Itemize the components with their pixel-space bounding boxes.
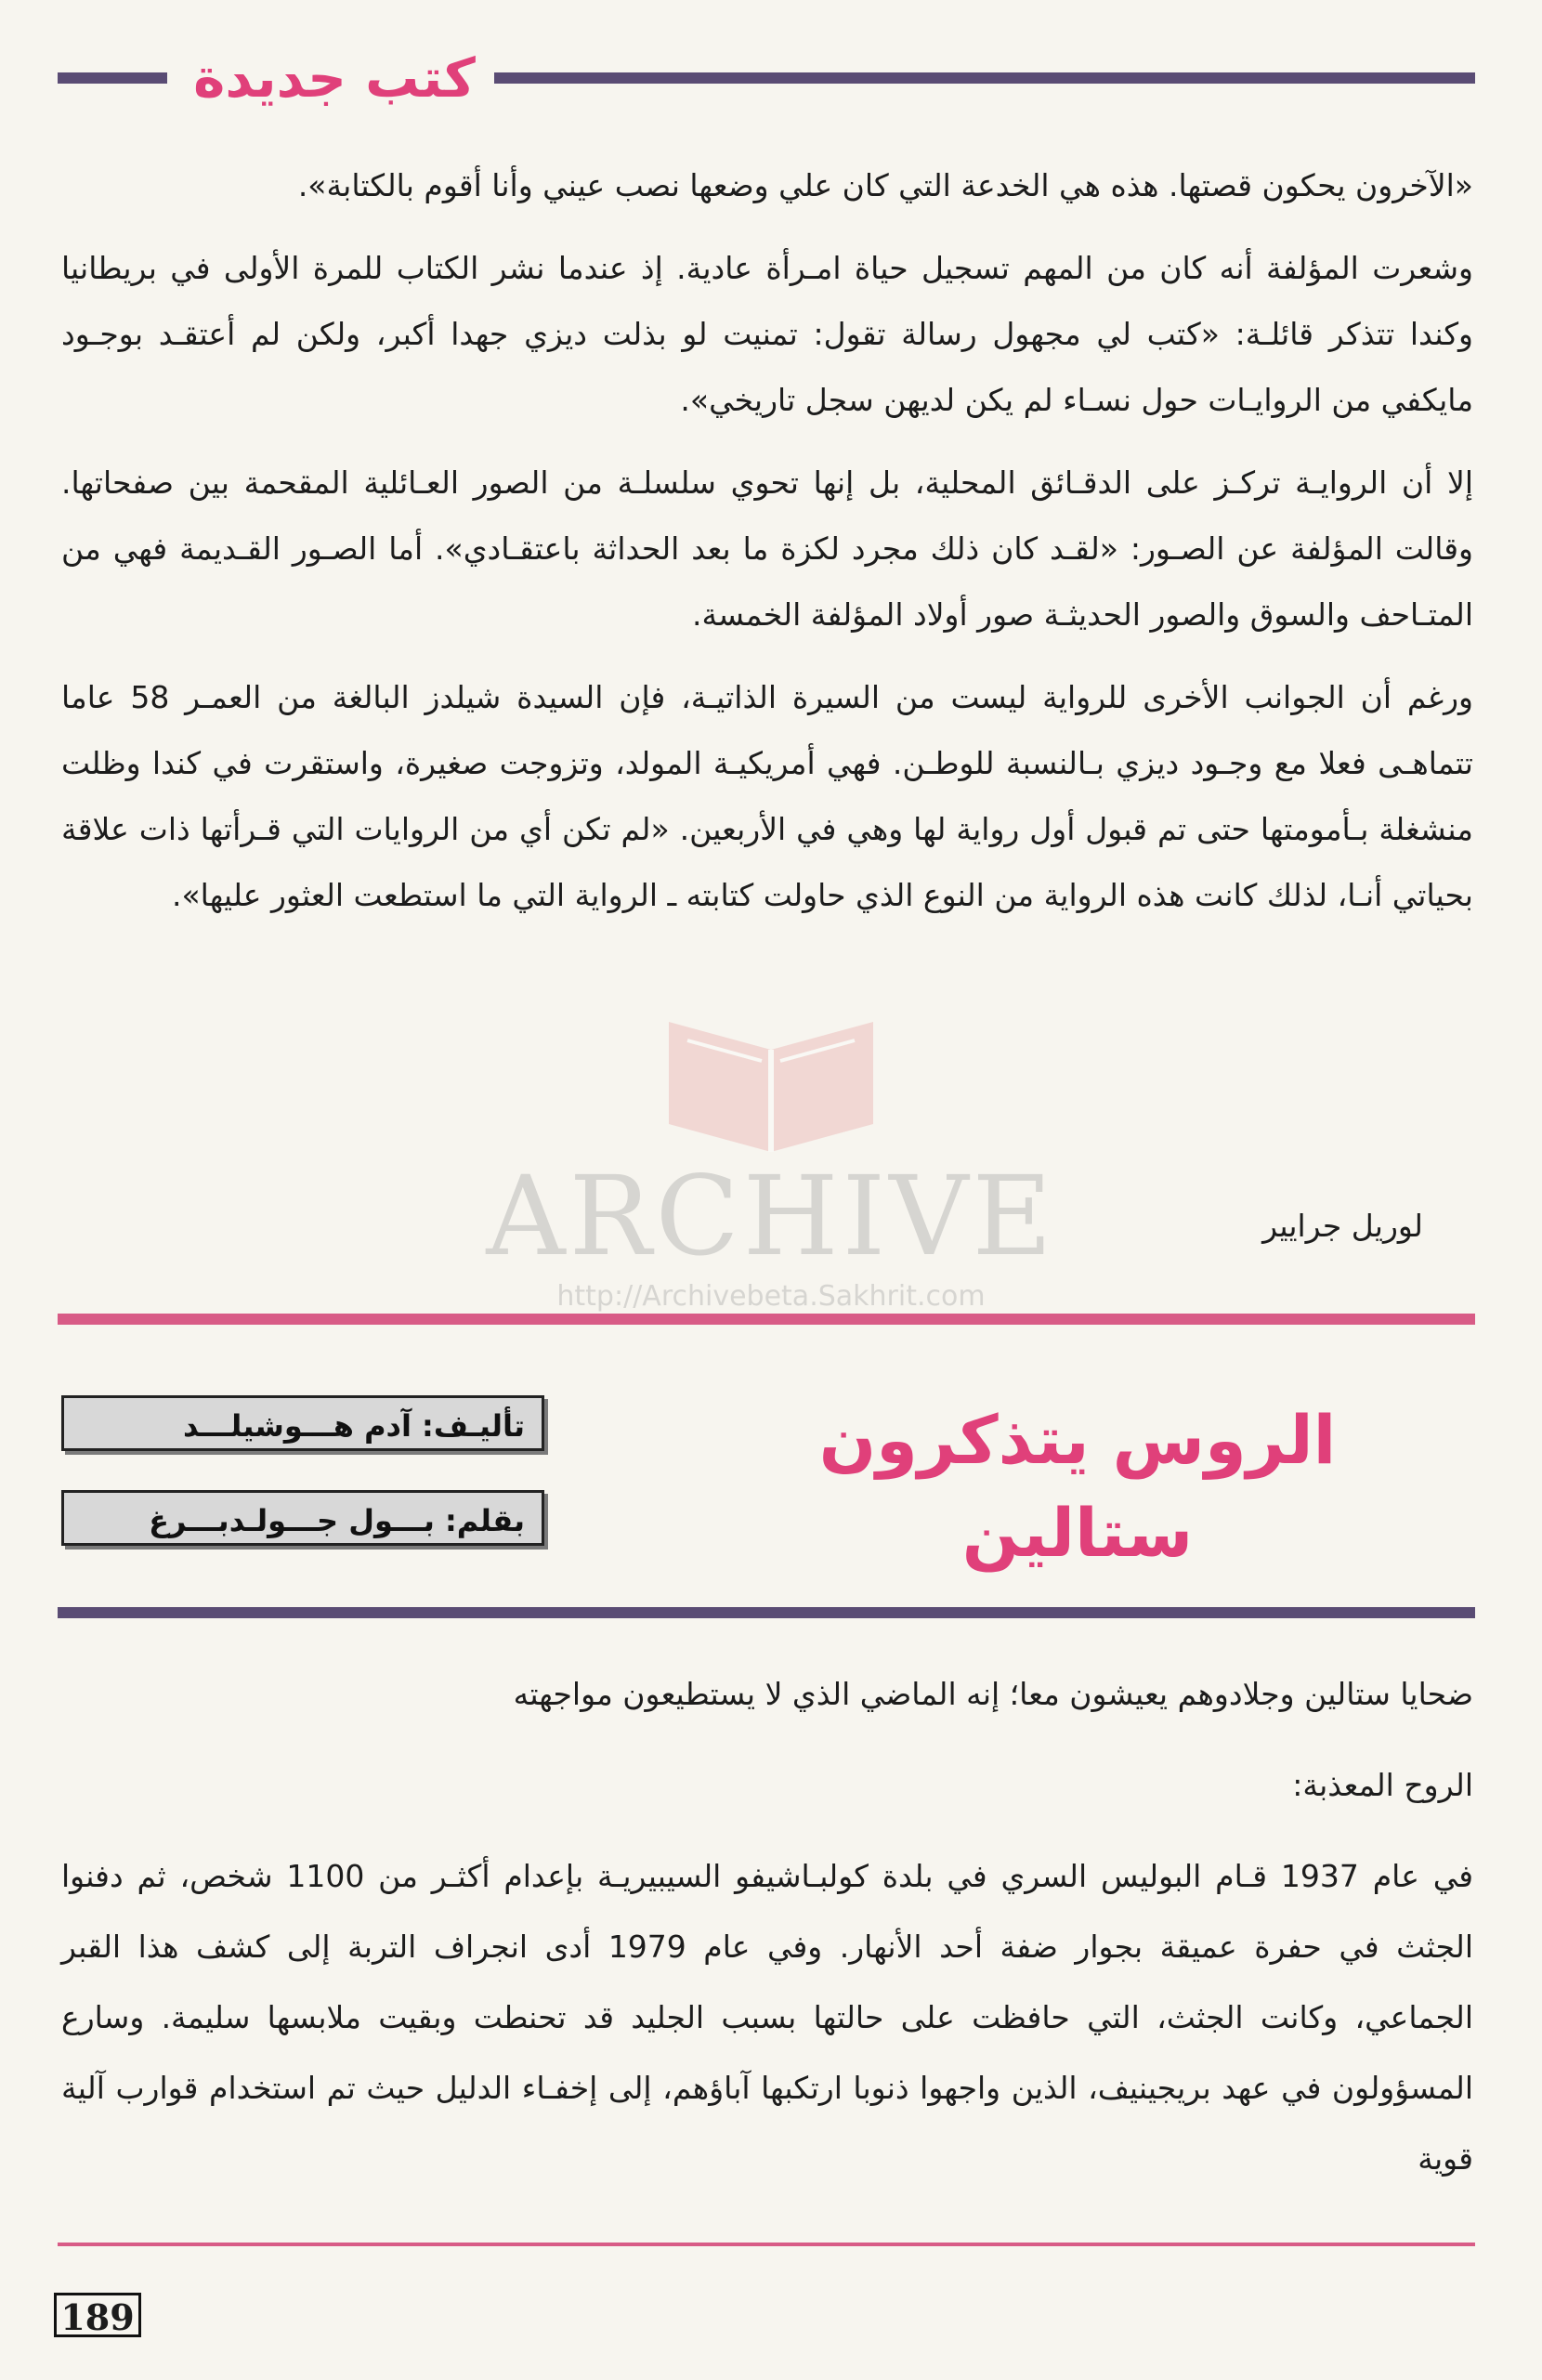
footer-rule [58, 2243, 1475, 2246]
article2-title [817, 1393, 1338, 1579]
article1-paragraph: ورغم أن الجوانب الأخرى للرواية ليست من السيرة الذاتيـة، فإن السيدة شيلدز البالغة من العمـر 58 عاما تتماهـى فعلا مع وجـود ديزي بـالنسبة للوطـن. فهي أمريكيـة المولد، وتزوجت صغيرة، واستقرت في كندا وظلت منشغلة بـأمومتها حتى تم قبول أول رواية لها وهي في الأربعين. «لم تكن أي من الروايات التي قـرأتها ذات علاقة بحياتي أنـا، لذلك كانت هذه الرواية من النوع الذي حاولت كتابته ـ الرواية التي ما استطعت العثور عليها». [61, 679, 1473, 913]
watermark-text: ARCHIVE [486, 1152, 1056, 1280]
book-logo-icon [446, 985, 1096, 1161]
article2-title-line1: الروس يتذكرون [818, 1401, 1337, 1479]
article2-subtitle: ضحايا ستالين وجلادوهم يعيشون معا؛ إنه الماضي الذي لا يستطيعون مواجهته [513, 1676, 1473, 1712]
article1-byline: لوريل جرايير [1262, 1208, 1423, 1244]
article1-paragraph: «الآخرون يحكون قصتها. هذه هي الخدعة التي كان علي وضعها نصب عيني وأنا أقوم بالكتابة». [297, 167, 1473, 203]
article2-rule [58, 1607, 1475, 1618]
reviewer-box: بقلم: بـــول جـــولـدبـــرغ [61, 1490, 544, 1546]
section-divider [58, 1314, 1475, 1325]
header-rule-right [494, 72, 1475, 84]
archive-watermark [446, 985, 1096, 1313]
page-number: 189 [54, 2293, 141, 2337]
article1-paragraph: وشعرت المؤلفة أنه كان من المهم تسجيل حياة امـرأة عادية. إذ عندما نشر الكتاب للمرة الأولى في بريطانيا وكندا تتذكر قائلـة: «كتب لي مجهول رسالة تقول: تمنيت لو بذلت ديزي جهدا أكبر، ولكن لم أعتقـد بوجـود مايكفي من الروايـات حول نسـاء لم يكن لديهن سجل تاريخي». [61, 250, 1473, 418]
section-header [58, 41, 1475, 115]
article1-paragraph: إلا أن الروايـة تركـز على الدقـائق المحلية، بل إنها تحوي سلسلـة من الصور العـائلية المقحمة بين صفحاتها. وقالت المؤلفة عن الصـور: «لقـد كان ذلك مجرد لكزة ما بعد الحداثة باعتقـادي». أما الصـور القـديمة فهي من المتـاحف والسوق والصور الحديثـة صور أولاد المؤلفة الخمسة. [61, 464, 1473, 633]
section-title: كتب جديدة [193, 46, 476, 110]
author-box: تأليـف: آدم هـــوشيلـــد [61, 1395, 544, 1451]
article2-title-line2: ستالين [961, 1494, 1194, 1572]
watermark-url: http://Archivebeta.Sakhrit.com [556, 1280, 986, 1313]
header-rule-left [58, 72, 167, 84]
article2-body [61, 1659, 1473, 2194]
article2-subheading: الروح المعذبة: [1292, 1767, 1473, 1803]
article2-paragraph: في عام 1937 قـام البوليس السري في بلدة كولبـاشيفو السيبيريـة بإعدام أكثـر من 1100 شخص، ثم دفنوا الجثث في حفرة عميقة بجوار ضفة أحد الأنهار. وفي عام 1979 أدى انجراف التربة إلى كشف هذا القبر الجماعي، وكانت الجثث، التي حافظت على حالتها بسبب الجليد قد تحنطت وبقيت ملابسها سليمة. وسارع المسؤولون في عهد بريجينيف، الذين واجهوا ذنوبا ارتكبها آباؤهم، إلى إخفـاء الدليل حيث تم استخدام قوارب آلية قوية [61, 1858, 1474, 2177]
article1-body [61, 152, 1473, 928]
